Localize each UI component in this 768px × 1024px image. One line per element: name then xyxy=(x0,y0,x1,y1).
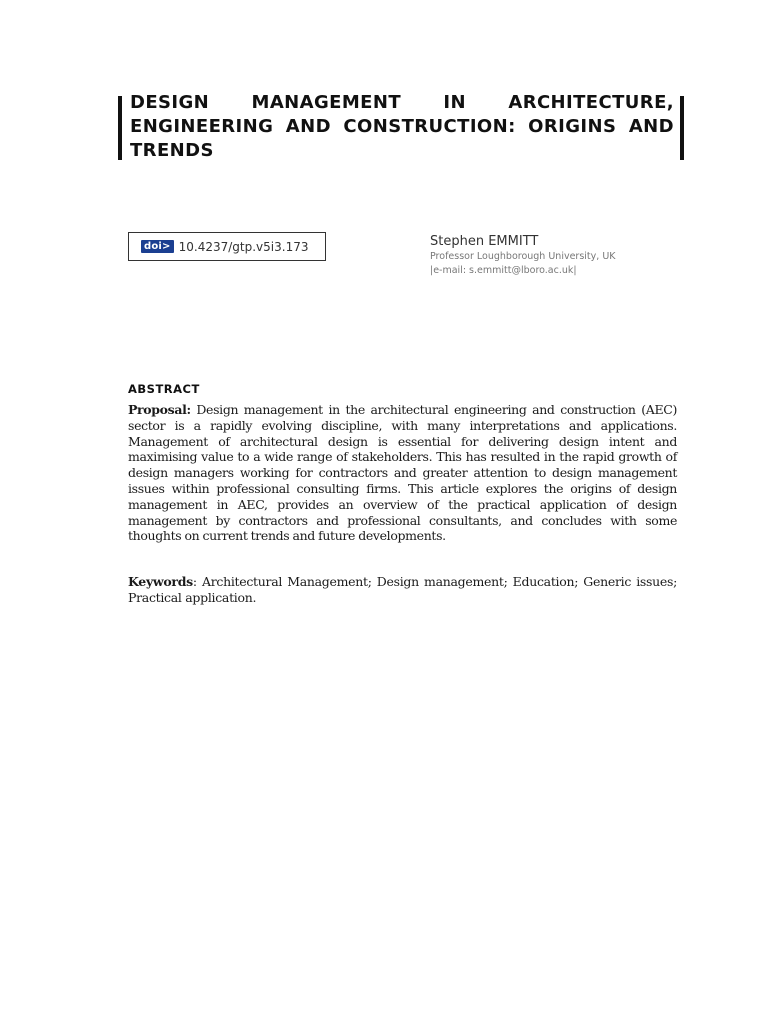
abstract-body xyxy=(128,402,677,544)
keywords-text: : Architectural Management; Design management; Education; Generic issues; Practical application. xyxy=(128,574,677,605)
author-affiliation: Professor Loughborough University, UK xyxy=(430,251,616,262)
doi-box[interactable] xyxy=(128,232,326,261)
keywords xyxy=(128,574,677,606)
author-block xyxy=(430,233,730,278)
title-block xyxy=(118,92,684,161)
abstract-label: Proposal: xyxy=(128,402,191,417)
keywords-label: Keywords xyxy=(128,574,193,589)
author-name: Stephen EMMITT xyxy=(430,234,539,249)
paper-title: DESIGN MANAGEMENT IN ARCHITECTURE, ENGINEERING AND CONSTRUCTION: ORIGINS AND TRENDS xyxy=(130,92,674,161)
author-email[interactable]: |e-mail: s.emmitt@lboro.ac.uk| xyxy=(430,265,577,276)
doi-logo-icon: doi> xyxy=(141,240,174,253)
abstract-text: Design management in the architectural engineering and construction (AEC) sector is a rapidly evolving discipline, with many interpretations and applications. Management of architectural design is essential for delivering design intent and maximising value to a wide range of stakeholders. This has resulted in the rapid growth of design managers working for contractors and greater attention to design management issues within professional consulting firms. This article explores the origins of design management in AEC, provides an overview of the practical application of design management by contractors and professional consultants, and concludes with some thoughts on current trends and future developments. xyxy=(128,402,677,544)
doi-link[interactable]: 10.4237/gtp.v5i3.173 xyxy=(178,239,309,254)
abstract-heading: ABSTRACT xyxy=(128,382,200,396)
